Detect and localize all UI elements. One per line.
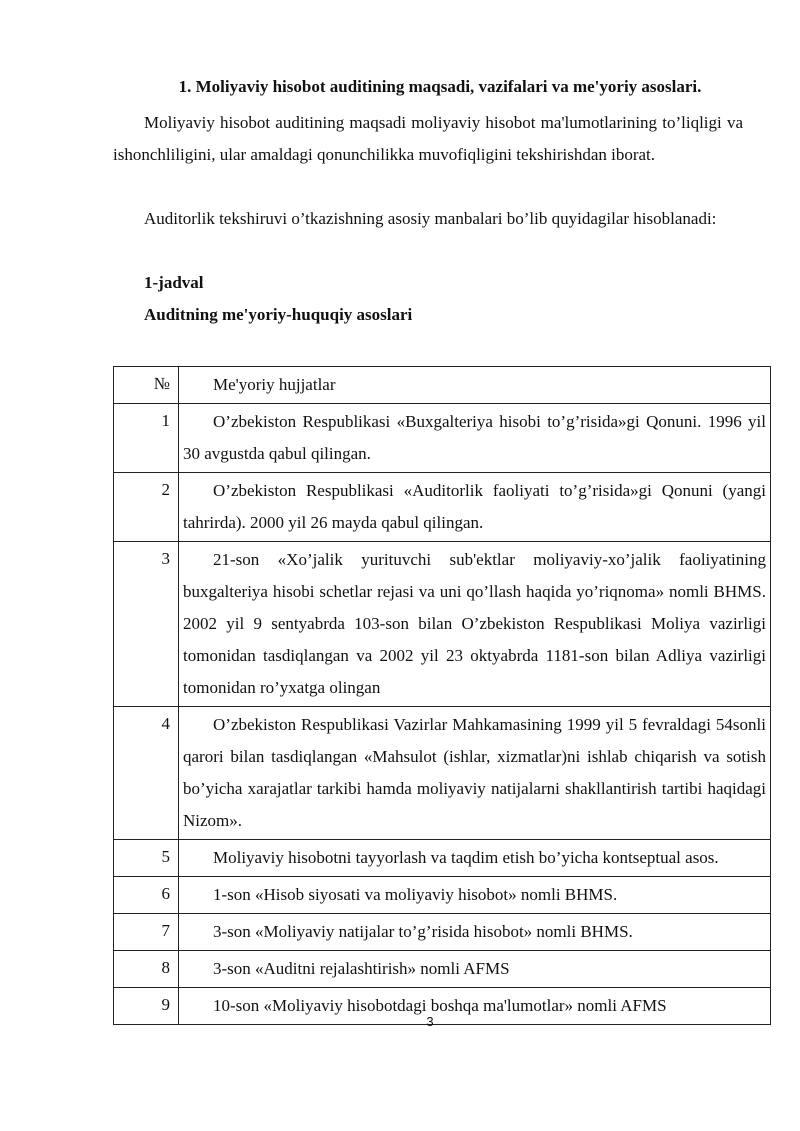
table-label: 1-jadval bbox=[144, 273, 204, 292]
row-text: 3-son «Auditni rejalashtirish» nomli AFMS bbox=[179, 951, 771, 988]
header-documents-cell: Me'yoriy hujjatlar bbox=[179, 367, 771, 404]
table-row bbox=[114, 840, 771, 877]
table-title: Auditning me'yoriy-huquqiy asoslari bbox=[144, 305, 413, 324]
row-text: Moliyaviy hisobotni tayyorlash va taqdim etish bo’yicha kontseptual asos. bbox=[179, 840, 771, 877]
table-row bbox=[114, 877, 771, 914]
row-number: 1 bbox=[114, 404, 179, 473]
row-number: 8 bbox=[114, 951, 179, 988]
row-text: 21-son «Xo’jalik yurituvchi sub'ektlar moliyaviy-xo’jalik faoliyatining buxgalteriya hisobi schetlar rejasi va uni qo’llash haqida yo’riqnoma» nomli BHMS. 2002 yil 9 sentyabrda 103-son bilan O’zbekiston Respublikasi Moliya vazirligi tomonidan tasdiqlangan va 2002 yil 23 oktyabrda 1181-son bilan Adliya vazirligi tomonidan ro’yxatga olingan bbox=[179, 542, 771, 707]
row-number: 5 bbox=[114, 840, 179, 877]
paragraph-audit-sources: Auditorlik tekshiruvi o’tkazishning asosiy manbalari bo’lib quyidagilar hisoblanadi: bbox=[144, 209, 717, 228]
table-row bbox=[114, 542, 771, 707]
row-number: 6 bbox=[114, 877, 179, 914]
table-row bbox=[114, 914, 771, 951]
row-number: 7 bbox=[114, 914, 179, 951]
paragraph-audit-goal: Moliyaviy hisobot auditining maqsadi moliyaviy hisobot ma'lumotlarining to’liqligi va ishonchliligini, ular amaldagi qonunchilikka muvofiqligini tekshirishdan iborat. bbox=[113, 113, 743, 164]
row-text: O’zbekiston Respublikasi «Auditorlik faoliyati to’g’risida»gi Qonuni (yangi tahrirda). 2000 yil 26 mayda qabul qilingan. bbox=[179, 473, 771, 542]
table-row bbox=[114, 707, 771, 840]
row-number: 3 bbox=[114, 542, 179, 707]
row-text: 10-son «Moliyaviy hisobotdagi boshqa ma'lumotlar» nomli AFMS bbox=[179, 988, 771, 1025]
row-number: 4 bbox=[114, 707, 179, 840]
row-text: 1-son «Hisob siyosati va moliyaviy hisobot» nomli BHMS. bbox=[179, 877, 771, 914]
page-number: 3 bbox=[426, 1014, 434, 1029]
row-number: 9 bbox=[114, 988, 179, 1025]
table-header-row bbox=[114, 367, 771, 404]
row-text: O’zbekiston Respublikasi «Buxgalteriya hisobi to’g’risida»gi Qonuni. 1996 yil 30 avgustda qabul qilingan. bbox=[179, 404, 771, 473]
row-text: O’zbekiston Respublikasi Vazirlar Mahkamasining 1999 yil 5 fevraldagi 54sonli qarori bilan tasdiqlangan «Mahsulot (ishlar, xizmatlar)ni ishlab chiqarish va sotish bo’yicha xarajatlar tarkibi hamda moliyaviy natijalarni shakllantirish tartibi haqidagi Nizom». bbox=[179, 707, 771, 840]
normative-documents-table bbox=[113, 366, 771, 1025]
table-row bbox=[114, 951, 771, 988]
header-number-cell: № bbox=[114, 367, 179, 404]
table-row bbox=[114, 473, 771, 542]
row-number: 2 bbox=[114, 473, 179, 542]
table-row bbox=[114, 404, 771, 473]
row-text: 3-son «Moliyaviy natijalar to’g’risida hisobot» nomli BHMS. bbox=[179, 914, 771, 951]
section-heading: 1. Moliyaviy hisobot auditining maqsadi, vazifalari va me'yoriy asoslari. bbox=[178, 77, 702, 96]
